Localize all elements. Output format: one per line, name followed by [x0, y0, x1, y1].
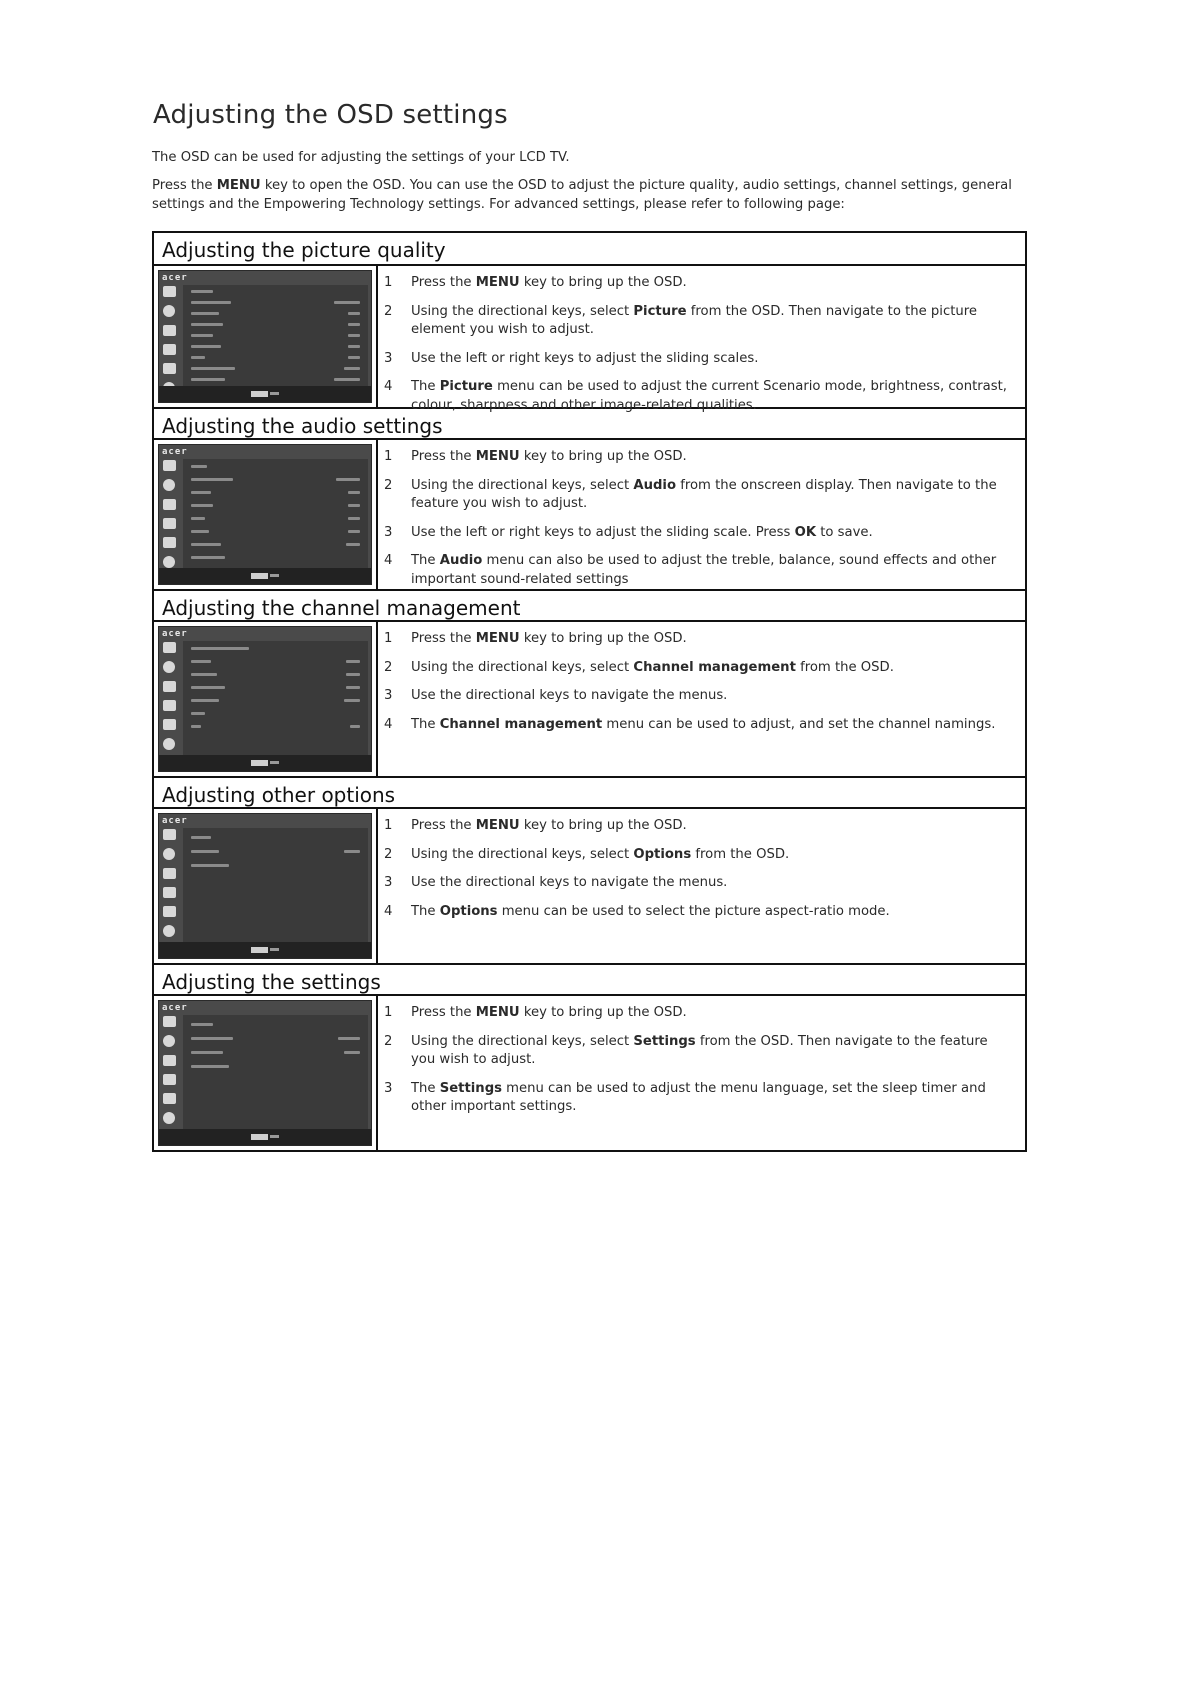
options-icon: [163, 887, 176, 898]
audio-icon: [163, 1035, 175, 1047]
section-picture-quality: [154, 233, 1025, 413]
osd-channel-menu-screenshot: acer: [158, 626, 372, 772]
section-audio-settings: [154, 407, 1025, 589]
section-settings: [154, 963, 1025, 1150]
picture-icon: [163, 286, 176, 297]
settings-icon: [163, 1093, 176, 1104]
picture-icon: [163, 829, 176, 840]
intro-paragraph: The OSD can be used for adjusting the settings of your LCD TV.: [152, 150, 570, 165]
step: 2 Using the directional keys, select Options from the OSD.: [384, 846, 790, 862]
step: 4 The Channel management menu can be used to adjust, and set the channel namings.: [384, 716, 996, 732]
step: 2 Using the directional keys, select Channel management from the OSD.: [384, 659, 894, 675]
osd-settings-menu-screenshot: acer: [158, 1000, 372, 1146]
step: 3 Use the directional keys to navigate the menus.: [384, 875, 728, 890]
section-heading: Adjusting the audio settings: [154, 407, 1025, 440]
options-icon: [163, 518, 176, 529]
step: 3 Use the directional keys to navigate the menus.: [384, 688, 728, 703]
step: 4 The Options menu can be used to select the picture aspect-ratio mode.: [384, 903, 890, 919]
step: 3 Use the left or right keys to adjust the sliding scale. Press OK to save.: [384, 524, 873, 540]
page-title: Adjusting the OSD settings: [153, 100, 508, 130]
empowering-icon: [163, 1112, 175, 1124]
channel-icon: [163, 1055, 176, 1066]
settings-icon: [163, 537, 176, 548]
section-channel-management: [154, 589, 1025, 776]
step: 3 The Settings menu can be used to adjust the menu language, set the sleep timer and other important settings.: [384, 1080, 986, 1114]
empowering-icon: [163, 556, 175, 568]
settings-icon: [163, 906, 176, 917]
options-icon: [163, 1074, 176, 1085]
audio-icon: [163, 479, 175, 491]
osd-guide-table: [152, 231, 1027, 1152]
section-heading: Adjusting the channel management: [154, 589, 1025, 622]
picture-icon: [163, 1016, 176, 1027]
audio-icon: [163, 848, 175, 860]
section-heading: Adjusting the picture quality: [154, 233, 1025, 266]
osd-logo: acer: [162, 273, 188, 283]
picture-icon: [163, 642, 176, 653]
osd-options-menu-screenshot: acer: [158, 813, 372, 959]
osd-audio-menu-screenshot: acer: [158, 444, 372, 585]
step: 2 Using the directional keys, select Picture from the OSD. Then navigate to the picture element you wish to adjust.: [384, 303, 977, 337]
step: 3 Use the left or right keys to adjust the sliding scales.: [384, 350, 759, 366]
step: 1 Press the MENU key to bring up the OSD.: [384, 449, 687, 464]
picture-icon: [163, 460, 176, 471]
empowering-icon: [163, 738, 175, 750]
options-icon: [163, 344, 176, 355]
section-other-options: [154, 776, 1025, 963]
audio-icon: [163, 661, 175, 673]
step: 1 Press the MENU key to bring up the OSD.: [384, 1005, 687, 1020]
settings-icon: [163, 719, 176, 730]
osd-picture-menu-screenshot: [158, 270, 372, 403]
channel-icon: [163, 868, 176, 879]
channel-icon: [163, 681, 176, 692]
options-icon: [163, 700, 176, 711]
step: 1 Press the MENU key to bring up the OSD.: [384, 631, 687, 646]
intro-paragraph-menu: Press the MENU key to open the OSD. You can use the OSD to adjust the picture quality, audio settings, channel settings, general settings and the Empowering Technology settings. For advanced settings, please refer to following page:: [152, 178, 1012, 212]
step: 2 Using the directional keys, select Settings from the OSD. Then navigate to the feature you wish to adjust.: [384, 1033, 988, 1067]
step: 4 The Audio menu can also be used to adjust the treble, balance, sound effects and other important sound-related settings: [384, 553, 997, 587]
channel-icon: [163, 325, 176, 336]
empowering-icon: [163, 925, 175, 937]
audio-icon: [163, 305, 175, 317]
step: 2 Using the directional keys, select Audio from the onscreen display. Then navigate to the feature you wish to adjust.: [384, 477, 997, 511]
section-heading: Adjusting other options: [154, 776, 1025, 809]
menu-key-label: MENU: [216, 178, 261, 193]
section-heading: Adjusting the settings: [154, 963, 1025, 996]
settings-icon: [163, 363, 176, 374]
step: 4 The Picture menu can be used to adjust the current Scenario mode, brightness, contrast, colour, sharpness and other image-related qualities.: [384, 379, 1007, 413]
step: 1 Press the MENU key to bring up the OSD.: [384, 275, 687, 290]
channel-icon: [163, 499, 176, 510]
step: 1 Press the MENU key to bring up the OSD.: [384, 818, 687, 833]
